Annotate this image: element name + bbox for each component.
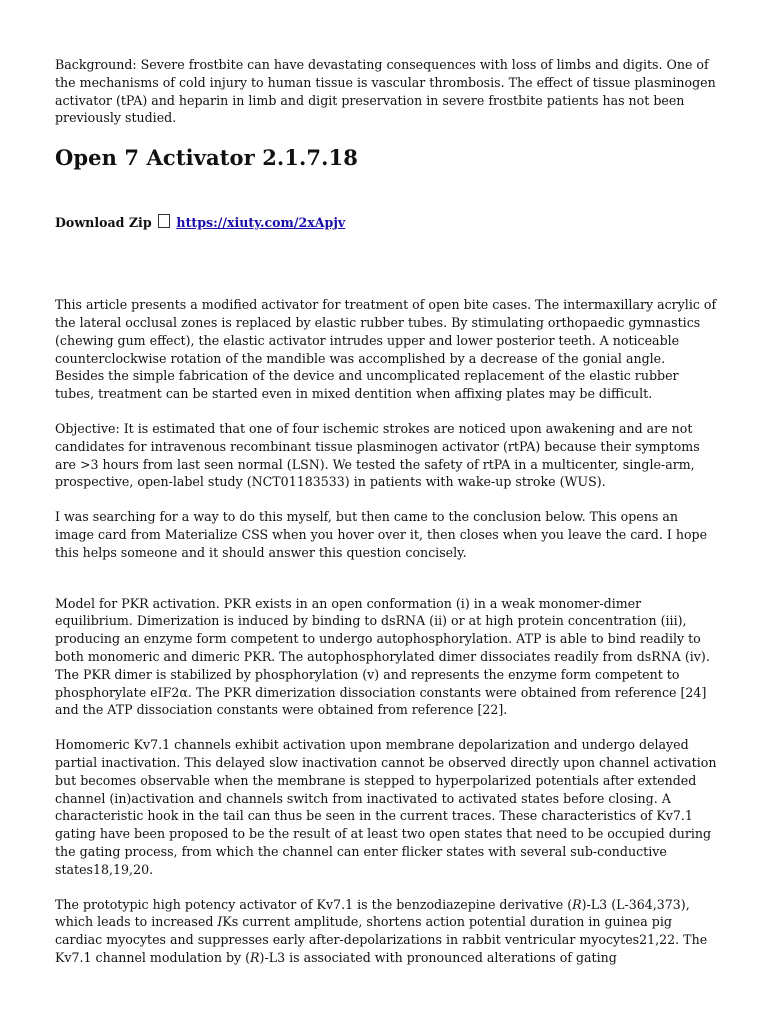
text-segment: The prototypic high potency activator of Kv7.1 is the benzodiazepine derivative ( [55,896,573,912]
background-paragraph: Background: Severe frostbite can have devastating consequences with loss of limbs and digits. One of the mechanisms of cold injury to human tissue is vascular thrombosis. The effect of tissue plasminogen activator (tPA) and heparin in limb and digit preservation in severe frostbite patients has not been previously studied. [55,57,716,126]
text-segment: )-L3 is associated with pronounced alterations of gating [259,949,617,965]
text-segment: Ks current amplitude, shortens action potential duration in guinea pig cardiac myocytes and suppresses early after-depolarizations in rabbit ventricular myocytes21,22. The Kv7.1 channel modulation by ( [55,914,708,965]
italic-r: R [250,949,260,965]
objective-paragraph: Objective: It is estimated that one of four ischemic strokes are noticed upon awakening and are not candidates for intravenous recombinant tissue plasminogen activator (rtPA) because their symptoms are >3 hours from last seen normal (LSN). We tested the safety of rtPA in a multicenter, single-arm, prospective, open-label study (NCT01183533) in patients with wake-up stroke (WUS). [55,420,700,490]
activator-paragraph: This article presents a modified activator for treatment of open bite cases. The intermaxillary acrylic of the lateral occlusal zones is replaced by elastic rubber tubes. By stimulating orthopaedic gymnastics (chewing gum effect), the elastic activator intrudes upper and lower posterior teeth. A noticeable counterclockwise rotation of the mandible was accomplished by a decrease of the gonial angle. Besides the simple fabrication of the device and uncomplicated replacement of the elastic rubber tubes, treatment can be started even in mixed dentition when affixing plates may be difficult. [55,297,717,402]
page-title: Open 7 Activator 2.1.7.18 [55,145,358,171]
materialize-paragraph: I was searching for a way to do this myself, but then came to the conclusion below. This opens an image card from Materialize CSS when you hover over it, then closes when you leave the card. I hope this helps someone and it should answer this question concisely. [55,509,708,560]
pkr-paragraph: Model for PKR activation. PKR exists in an open conformation (i) in a weak monomer-dimer equilibrium. Dimerization is induced by binding to dsRNA (ii) or at high protein concentration (iii), producing an enzyme form competent to undergo autophosphorylation. ATP is able to bind readily to both monomeric and dimeric PKR. The autophosphorylated dimer dissociates readily from dsRNA (iv). The PKR dimer is stabilized by phosphorylation (v) and represents the enzyme form competent to phosphorylate eIF2α. The PKR dimerization dissociation constants were obtained from reference [24] and the ATP dissociation constants were obtained from reference [22]. [55,595,710,718]
italic-r: R [572,896,582,912]
text-segment: )-L3 (L-364,373), which leads to increased [55,896,690,930]
italic-i: I [217,914,223,930]
missing-glyph-icon [158,214,170,228]
prototypic-paragraph [55,896,718,967]
kv71-paragraph: Homomeric Kv7.1 channels exhibit activation upon membrane depolarization and undergo delayed partial inactivation. This delayed slow inactivation cannot be observed directly upon channel activation but becomes observable when the membrane is stepped to hyperpolarized potentials after extended channel (in)activation and channels switch from inactivated to activated states before closing. A characteristic hook in the tail can thus be seen in the current traces. These characteristics of Kv7.1 gating have been proposed to be the result of at least two open states that need to be occupied during the gating process, from which the channel can enter flicker states with several sub-conductive states18,19,20. [55,737,717,877]
download-link[interactable]: https://xiuty.com/2xApjv [176,215,346,231]
download-label: Download Zip [55,215,152,231]
download-line [55,214,718,232]
